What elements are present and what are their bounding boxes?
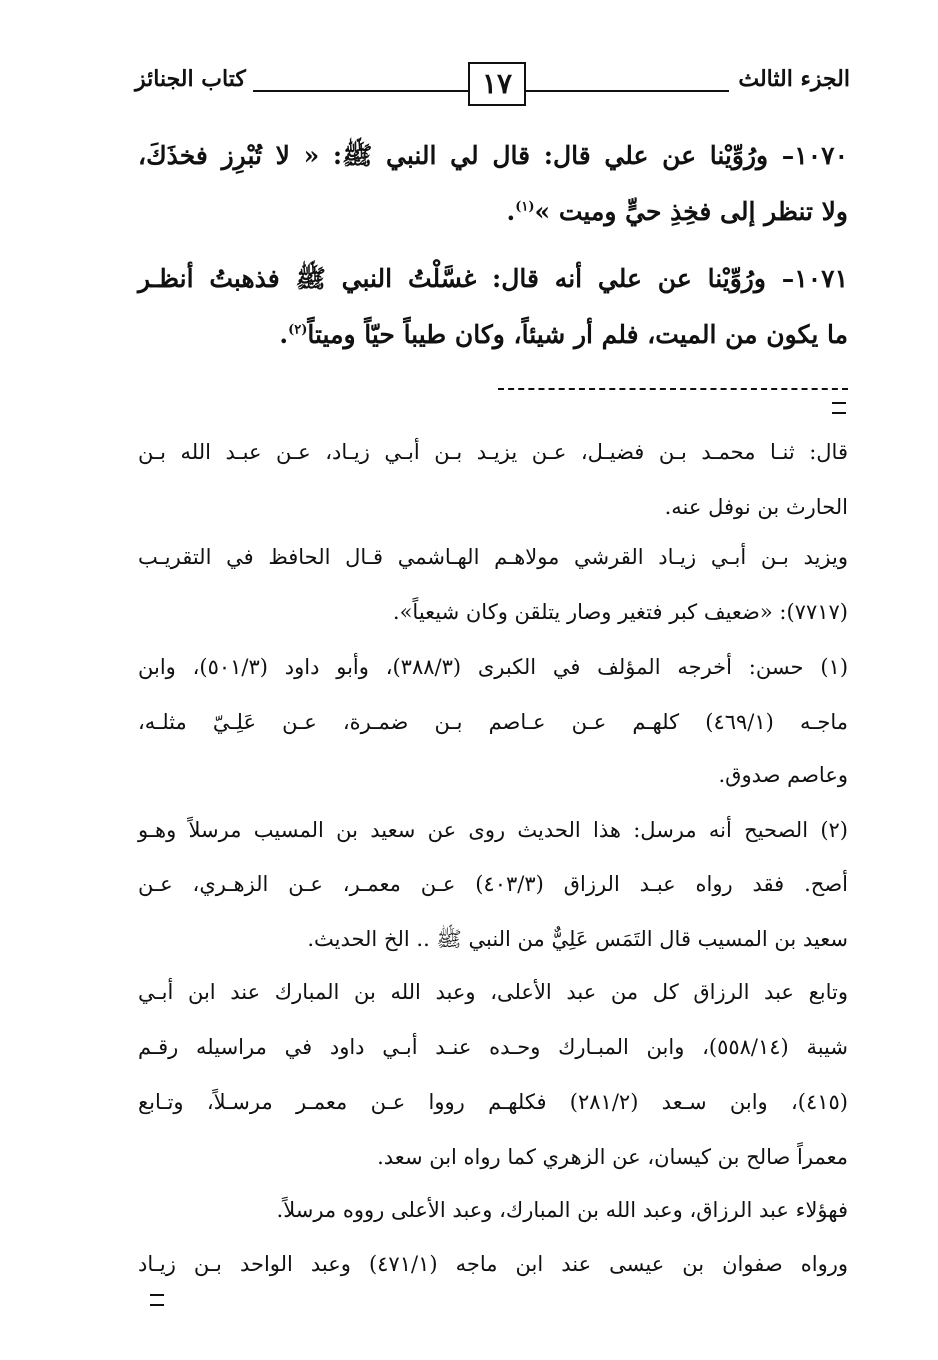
main-line: ما يكون من الميت، فلم أر شيئاً، وكان طيباً حيّاً وميتاً$^{(٢)}$. (279, 320, 848, 349)
main-line: ١٠٧١– ورُوِّيْنا عن علي أنه قال: غسَّلْتُ النبي ﷺ فذهبتُ أنظـر (138, 264, 848, 293)
main-line: ولا تنظر إلى فخِذِ حيٍّ وميت »$^{(١)}$. (506, 197, 848, 226)
footnote-line: (٤١٥)، وابن سـعد (٢٨١/٢) فكلهـم رووا عـن معمـر مرسـلاً، وتـابع (138, 1090, 848, 1114)
book-title: كتاب الجنائز (135, 66, 246, 92)
footnote-line: (١) حسن: أخرجه المؤلف في الكبرى (٣٨٨/٣)، وأبو داود (٥٠١/٣)، وابن (138, 655, 849, 679)
continuation-mark (150, 1294, 164, 1306)
main-line: ١٠٧٠– ورُوِّيْنا عن علي قال: قال لي النبي ﷺ: « لا تُبْرِز فخذَكَ، (138, 141, 848, 170)
footnote-line: (٢) الصحيح أنه مرسل: هذا الحديث روى عن سعيد بن المسيب مرسلاً وهـو (138, 818, 848, 842)
page-header (135, 62, 850, 110)
continuation-mark (832, 402, 846, 414)
footnote-line: سعيد بن المسيب قال التَمَس عَلِيٌّ من النبي ﷺ .. الخ الحديث. (307, 927, 848, 951)
footnote-line: شيبة (٥٥٨/١٤)، وابن المبـارك وحـده عنـد أبـي داود في مراسيله رقـم (138, 1035, 848, 1059)
footnote-line: ويزيد بـن أبـي زيـاد القرشي مولاهـم الهـاشمي قـال الحافظ في التقريـب (138, 545, 848, 569)
footnote-line: (٧٧١٧): «ضعيف كبر فتغير وصار يتلقن وكان شيعياً». (392, 600, 848, 624)
header-rule-right (527, 90, 729, 92)
footnote-line: قال: ثنـا محمـد بـن فضيـل، عـن يزيـد بـن أبـي زيـاد، عـن عبـد الله بـن (138, 440, 848, 464)
footnote-line: معمراً صالح بن كيسان، عن الزهري كما رواه ابن سعد. (377, 1145, 848, 1169)
footnote-line: أصح. فقد رواه عبـد الرزاق (٤٠٣/٣) عـن معمـر، عـن الزهـري، عـن (138, 872, 848, 896)
footnote-line: فهؤلاء عبد الرزاق، وعبد الله بن المبارك، وعبد الأعلى رووه مرسلاً. (276, 1198, 848, 1222)
footnote-divider (498, 388, 848, 390)
volume-part: الجزء الثالث (738, 66, 850, 92)
footnote-line: ورواه صفوان بن عيسى عند ابن ماجه (٤٧١/١) وعبد الواحد بـن زيـاد (138, 1252, 848, 1276)
footnote-line: وتابع عبد الرزاق كل من عبد الأعلى، وعبد الله بن المبارك عند ابن أبـي (138, 980, 848, 1004)
footnote-line: الحارث بن نوفل عنه. (664, 495, 848, 519)
page-number: ١٧ (468, 62, 526, 106)
footnote-line: ماجـه (٤٦٩/١) كلهـم عـن عـاصم بـن ضمـرة، عـن عَلِـيّ مثلـه، (138, 710, 848, 734)
footnote-ref: (٢) (288, 322, 308, 338)
footnote-line: وعاصم صدوق. (718, 763, 848, 787)
footnote-ref: (١) (515, 199, 535, 215)
